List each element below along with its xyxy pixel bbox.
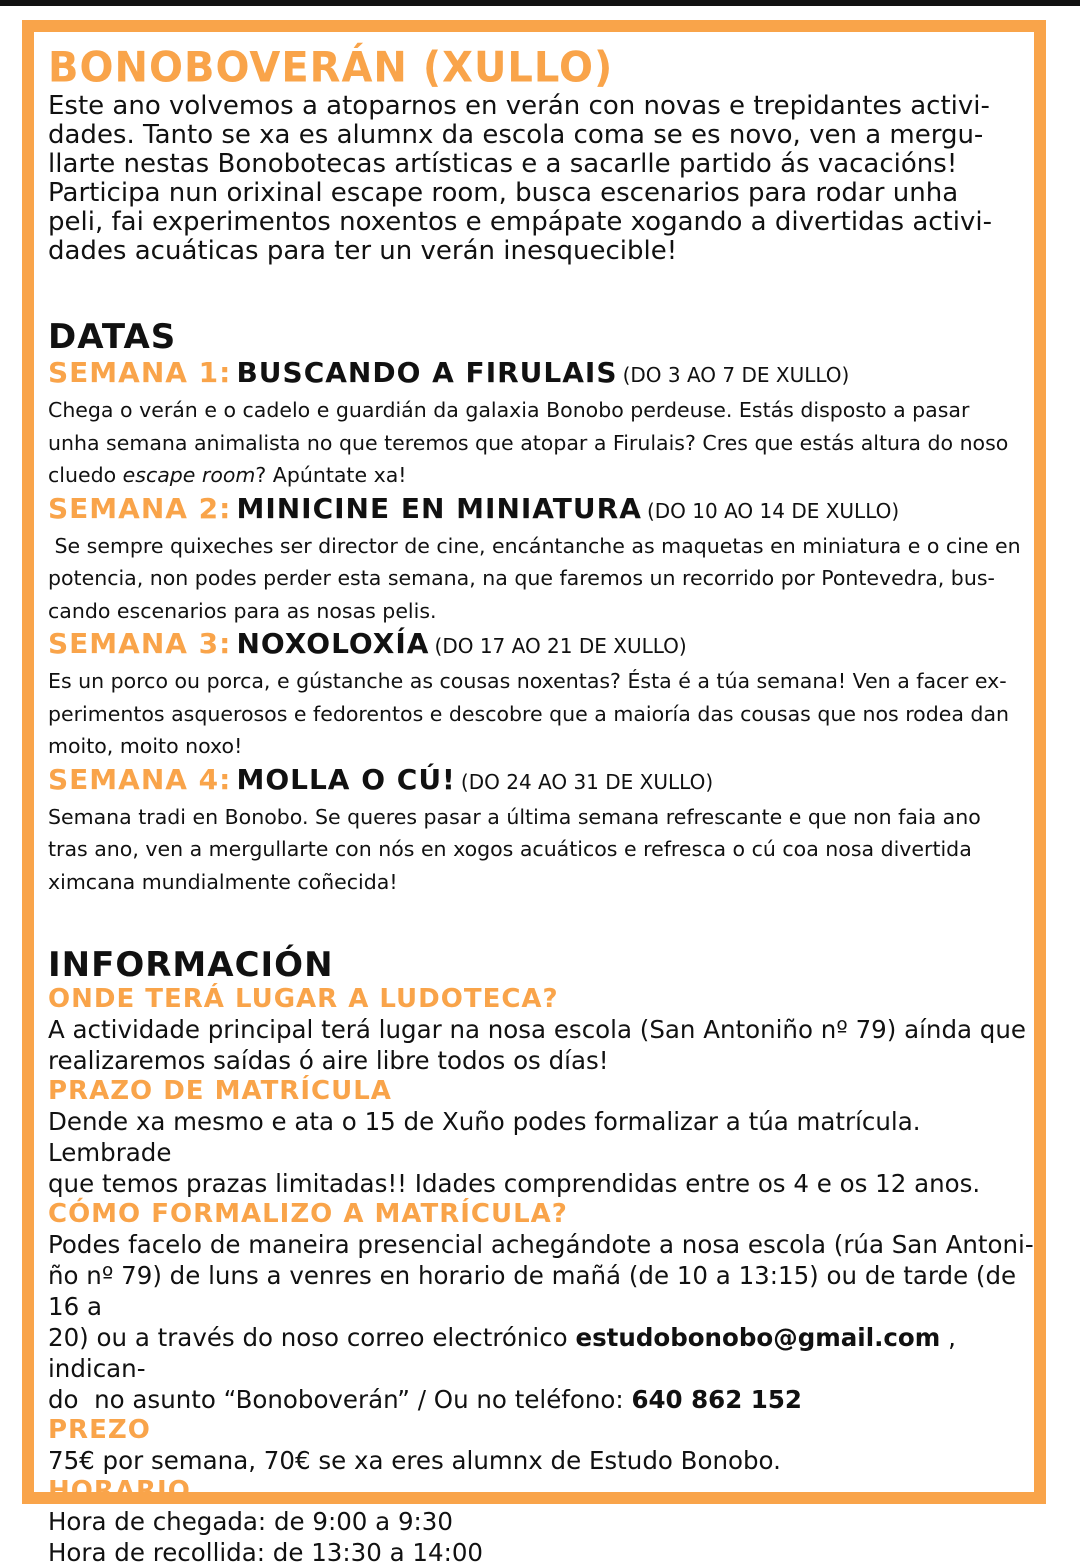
answer-line [48, 1384, 1038, 1415]
info-deadline [48, 1076, 1038, 1199]
intro-line: peli, fai experimentos noxentos e empápate xogando a divertidas activi- [48, 207, 992, 237]
week-desc-line: potencia, non podes perder esta semana, na que faremos un recorrido por Pontevedra, bus- [48, 566, 995, 590]
answer-line: Hora de chegada: de 9:00 a 9:30 [48, 1507, 453, 1536]
answer-line [48, 1322, 1038, 1384]
phone-number[interactable]: 640 862 152 [631, 1385, 802, 1414]
week-dates: (DO 17 AO 21 DE XULLO) [434, 634, 687, 658]
week-header [48, 763, 1038, 801]
email-link[interactable]: estudobonobo@gmail.com [575, 1323, 941, 1352]
question-heading: PRAZO DE MATRÍCULA [48, 1076, 392, 1106]
week-header [48, 356, 1038, 394]
week-header [48, 627, 1038, 665]
page-title: BONOBOVERÁN (XULLO) [48, 43, 614, 93]
intro-line: llarte nestas Bonobotecas artísticas e a sacarlle partido ás vacacións! [48, 149, 958, 179]
intro-line: dades acuáticas para ter un verán inesquecible! [48, 236, 678, 266]
week-dates: (DO 24 AO 31 DE XULLO) [460, 769, 714, 794]
week-1 [48, 356, 1038, 492]
answer-line: A actividade principal terá lugar na nosa escola (San Antoniño nº 79) aínda que [48, 1015, 1026, 1044]
week-desc-line: moito, moito noxo! [48, 734, 243, 758]
question-heading: CÓMO FORMALIZO A MATRÍCULA? [48, 1199, 568, 1229]
week-desc-line: Es un porco ou porca, e gústanche as cousas noxentas? Ésta é a túa semana! Ven a facer ex- [48, 669, 1007, 693]
answer-line: ño nº 79) de luns a venres en horario de mañá (de 10 a 13:15) ou de tarde (de 16 a [48, 1261, 1017, 1321]
answer-line: Podes facelo de maneira presencial achegándote a nosa escola (rúa San Antoni- [48, 1230, 1034, 1259]
intro-line: Este ano volvemos a atoparnos en verán con novas e trepidantes activi- [48, 91, 990, 121]
week-label: SEMANA 2: [48, 491, 232, 525]
question-heading: HORARIO [48, 1476, 191, 1506]
question-heading: ONDE TERÁ LUGAR A LUDOTECA? [48, 984, 559, 1014]
intro-paragraph [48, 92, 1038, 266]
flyer-content [48, 44, 1038, 1568]
week-desc-line: unha semana animalista no que teremos que atopar a Firulais? Cres que estás altura do noso [48, 430, 1009, 455]
text-fragment: 20) ou a través do noso correo electrónico [48, 1323, 576, 1352]
week-dates: (DO 10 AO 14 DE XULLO) [646, 498, 900, 523]
answer-line: Hora de recollida: de 13:30 a 14:00 [48, 1538, 484, 1567]
text-fragment: do no asunto “Bonoboverán” / Ou no teléfono: [48, 1385, 632, 1414]
datas-heading: DATAS [48, 317, 177, 357]
info-where [48, 984, 1038, 1076]
info-price [48, 1415, 1038, 1476]
week-title: BUSCANDO A FIRULAIS [236, 356, 618, 389]
answer-line: que temos prazas limitadas!! Idades comprendidas entre os 4 e os 12 anos. [48, 1169, 981, 1198]
week-label: SEMANA 1: [48, 356, 232, 389]
week-header [48, 492, 1038, 530]
question-heading: PREZO [48, 1415, 151, 1445]
week-title: NOXOLOXÍA [236, 627, 430, 660]
week-desc-line: Se sempre quixeches ser director de cine, encántanche as maquetas en miniatura e o cine en [48, 533, 1021, 558]
week-desc-line: ximcana mundialmente coñecida! [48, 869, 398, 894]
week-desc-line: Chega o verán e o cadelo e guardián da galaxia Bonobo perdeuse. Estás disposto a pasar [48, 398, 970, 422]
intro-line: Participa nun orixinal escape room, busca escenarios para rodar unha [48, 178, 959, 208]
intro-line: dades. Tanto se xa es alumnx da escola coma se es novo, ven a mergu- [48, 120, 984, 150]
info-how [48, 1199, 1038, 1415]
answer-line: realizaremos saídas ó aire libre todos os días! [48, 1046, 609, 1075]
week-label: SEMANA 3: [48, 627, 232, 660]
week-2 [48, 492, 1038, 628]
week-desc-line: perimentos asquerosos e fedorentos e descobre que a maioría das cousas que nos rodea dan [48, 701, 1009, 726]
week-dates: (DO 3 AO 7 DE XULLO) [622, 363, 850, 387]
week-label: SEMANA 4: [48, 762, 232, 796]
week-desc-line: cando escenarios para as nosas pelis. [48, 598, 437, 623]
week-title: MOLLA O CÚ! [236, 762, 456, 796]
text-fragment: ? Apúntate xa! [255, 463, 407, 487]
top-border [0, 0, 1080, 6]
info-schedule [48, 1476, 1038, 1568]
escape-room-text: escape room [122, 463, 256, 487]
answer-line: Dende xa mesmo e ata o 15 de Xuño podes formalizar a túa matrícula. Lembrade [48, 1107, 921, 1167]
week-desc-line: Semana tradi en Bonobo. Se queres pasar a última semana refrescante e que non faia ano [48, 804, 981, 829]
week-desc-line [48, 459, 1038, 492]
week-desc-line: tras ano, ven a mergullarte con nós en xogos acuáticos e refresca o cú coa nosa divertida [48, 837, 972, 861]
week-4 [48, 763, 1038, 899]
text-fragment: cluedo [48, 463, 123, 487]
info-heading: INFORMACIÓN [48, 945, 334, 985]
week-title: MINICINE EN MINIATURA [236, 491, 642, 525]
week-3 [48, 627, 1038, 763]
answer-line: 75€ por semana, 70€ se xa eres alumnx de Estudo Bonobo. [48, 1446, 781, 1475]
text-fragment: , indican- [48, 1323, 956, 1383]
